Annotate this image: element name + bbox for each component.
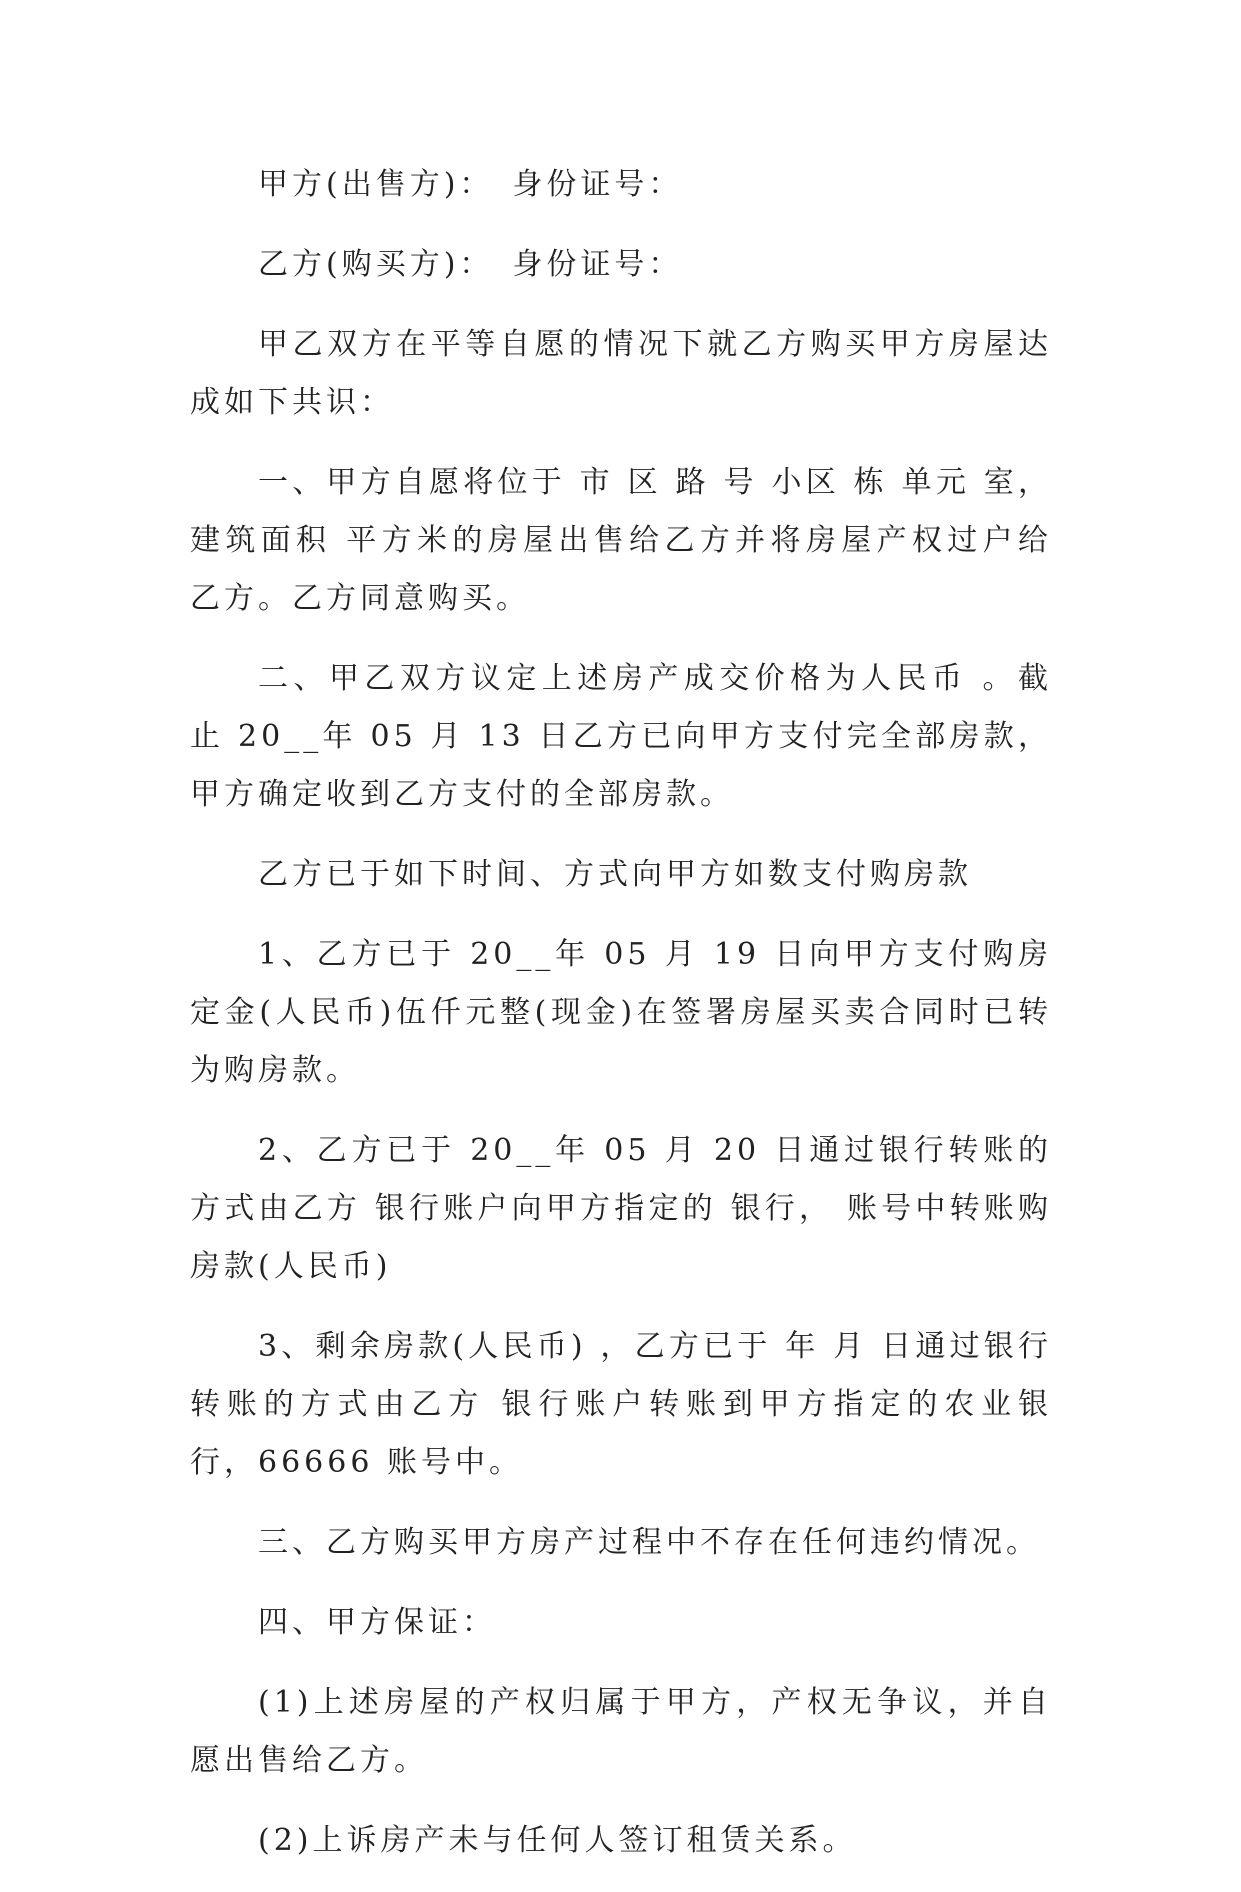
payment-item-3: 3、剩余房款(人民币) ，乙方已于 年 月 日通过银行转账的方式由乙方 银行账户转账到甲方指定的农业银行，66666 账号中。 [190,1329,1052,1480]
document-body [190,156,1052,1892]
clause-2-price: 二、甲乙双方议定上述房产成交价格为人民币 。截止 20__年 05 月 13 日乙方已向甲方支付完全部房款，甲方确定收到乙方支付的全部房款。 [190,661,1052,812]
guarantee-item-1: (1)上述房屋的产权归属于甲方，产权无争议，并自愿出售给乙方。 [190,1685,1052,1778]
clause-3-no-breach: 三、乙方购买甲方房产过程中不存在任何违约情况。 [258,1525,1040,1560]
buyer-info-line: 乙方(购买方)： 身份证号： [258,247,683,282]
clause-1-property: 一、甲方自愿将位于 市 区 路 号 小区 栋 单元 室，建筑面积 平方米的房屋出售给乙方并将房屋产权过户给乙方。乙方同意购买。 [190,465,1052,616]
payment-item-2: 2、乙方已于 20__年 05 月 20 日通过银行转账的方式由乙方 银行账户向甲方指定的 银行， 账号中转账购房款(人民币) [190,1133,1052,1284]
payment-item-1: 1、乙方已于 20__年 05 月 19 日向甲方支付购房定金(人民币)伍仟元整(现金)在签署房屋买卖合同时已转为购房款。 [190,937,1052,1088]
clause-4-heading: 四、甲方保证： [258,1605,496,1640]
payment-intro: 乙方已于如下时间、方式向甲方如数支付购房款 [258,857,972,892]
seller-info-line: 甲方(出售方)： 身份证号： [258,167,683,202]
guarantee-item-2: (2)上诉房产未与任何人签订租赁关系。 [258,1823,857,1858]
agreement-intro: 甲乙双方在平等自愿的情况下就乙方购买甲方房屋达成如下共识： [190,327,1052,420]
